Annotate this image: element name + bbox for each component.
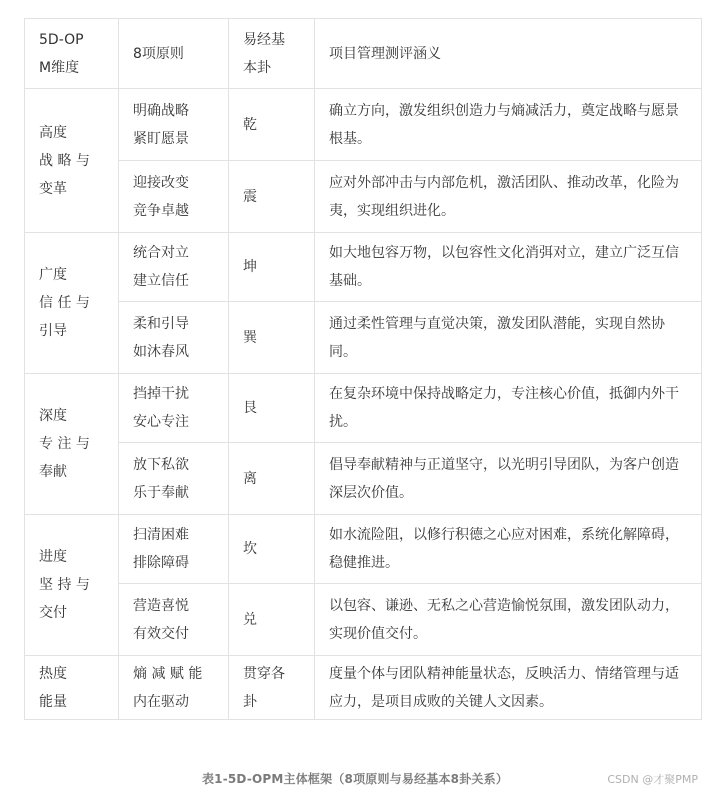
meaning-cell: 在复杂环境中保持战略定力，专注核心价值，抵御内外干扰。: [315, 374, 702, 443]
table-row: [25, 584, 702, 656]
hexagram-cell: 震: [229, 161, 315, 233]
meaning-cell: 确立方向，激发组织创造力与熵减活力，奠定战略与愿景根基。: [315, 89, 702, 161]
table-row: [25, 302, 702, 374]
hexagram-cell: 坎: [229, 515, 315, 584]
table-row: [25, 515, 702, 584]
table-caption: 表1-5D-OPM主体框架（8项原则与易经基本8卦关系）: [201, 772, 509, 786]
header-meaning: 项目管理测评涵义: [315, 19, 702, 89]
table-row: [25, 233, 702, 302]
table-row: [25, 443, 702, 515]
principle-cell: 柔和引导 如沐春风: [119, 302, 229, 374]
principle-cell: 扫清困难 排除障碍: [119, 515, 229, 584]
dimension-cell-height: 高度 战 略 与 变革: [25, 89, 119, 233]
principle-cell: 迎接改变 竞争卓越: [119, 161, 229, 233]
hexagram-cell: 乾: [229, 89, 315, 161]
header-row: [25, 19, 702, 89]
hexagram-cell: 贯穿各 卦: [229, 656, 315, 720]
meaning-cell: 应对外部冲击与内部危机，激活团队、推动改革，化险为夷，实现组织进化。: [315, 161, 702, 233]
meaning-cell: 如水流险阻，以修行积德之心应对困难，系统化解障碍，稳健推进。: [315, 515, 702, 584]
principle-cell: 营造喜悦 有效交付: [119, 584, 229, 656]
dimension-cell-energy: 热度 能量: [25, 656, 119, 720]
meaning-cell: 如大地包容万物，以包容性文化消弭对立，建立广泛互信基础。: [315, 233, 702, 302]
meaning-cell: 度量个体与团队精神能量状态，反映活力、情绪管理与适应力，是项目成败的关键人文因素。: [315, 656, 702, 720]
hexagram-cell: 巽: [229, 302, 315, 374]
dimension-cell-breadth: 广度 信 任 与 引导: [25, 233, 119, 374]
table-row: [25, 161, 702, 233]
principle-cell: 放下私欲 乐于奉献: [119, 443, 229, 515]
principle-cell: 明确战略 紧盯愿景: [119, 89, 229, 161]
watermark: CSDN @才聚PMP: [607, 773, 698, 786]
meaning-cell: 倡导奉献精神与正道坚守，以光明引导团队，为客户创造深层次价值。: [315, 443, 702, 515]
principle-cell: 熵 减 赋 能 内在驱动: [119, 656, 229, 720]
principle-cell: 挡掉干扰 安心专注: [119, 374, 229, 443]
hexagram-cell: 离: [229, 443, 315, 515]
meaning-cell: 通过柔性管理与直觉决策，激发团队潜能，实现自然协同。: [315, 302, 702, 374]
hexagram-cell: 艮: [229, 374, 315, 443]
meaning-cell: 以包容、谦逊、无私之心营造愉悦氛围，激发团队动力，实现价值交付。: [315, 584, 702, 656]
table-row: [25, 374, 702, 443]
hexagram-cell: 兑: [229, 584, 315, 656]
header-hexagram: 易经基 本卦: [229, 19, 315, 89]
header-principle: 8项原则: [119, 19, 229, 89]
header-dimension: 5D-OP M维度: [25, 19, 119, 89]
table-row: [25, 656, 702, 720]
principle-cell: 统合对立 建立信任: [119, 233, 229, 302]
table-row: [25, 89, 702, 161]
hexagram-cell: 坤: [229, 233, 315, 302]
dimension-cell-depth: 深度 专 注 与 奉献: [25, 374, 119, 515]
framework-table: [24, 18, 702, 720]
dimension-cell-progress: 进度 坚 持 与 交付: [25, 515, 119, 656]
